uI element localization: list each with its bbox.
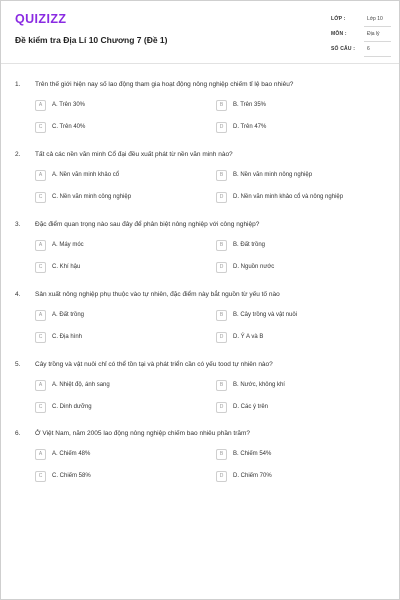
question-text: Sản xuất nông nghiệp phụ thuộc vào tự nhiên, đặc điểm này bắt nguồn từ yếu tố nào — [35, 291, 280, 298]
quizizz-logo: QUIZIZZ — [15, 12, 67, 26]
option-letter-box: C — [35, 471, 46, 482]
document-title: Đề kiểm tra Địa Lí 10 Chương 7 (Đề 1) — [15, 35, 168, 45]
option-text: A. Chiếm 48% — [52, 451, 91, 457]
option-text: D. Chiếm 70% — [233, 473, 272, 479]
question-2 — [1, 151, 400, 217]
option-letter-box: B — [216, 380, 227, 391]
option-letter-box: B — [216, 170, 227, 181]
option-text: A. Đất trồng — [52, 312, 85, 318]
question-number: 2. — [15, 151, 21, 158]
question-text: Ở Việt Nam, năm 2005 lao động nông nghiệp chiếm bao nhiêu phần trăm? — [35, 430, 251, 437]
option-letter-box: D — [216, 402, 227, 413]
option-text: C. Chiếm 58% — [52, 473, 91, 479]
option-letter-box: D — [216, 122, 227, 133]
meta-count-underline — [364, 56, 391, 57]
option-text: C. Trên 40% — [52, 124, 86, 130]
option-text: A. Máy móc — [52, 242, 84, 248]
meta-count-row — [331, 43, 391, 57]
option-letter-box: D — [216, 471, 227, 482]
option-letter-box: C — [35, 332, 46, 343]
meta-subject-underline — [364, 41, 391, 42]
option-text: D. Các ý trên — [233, 404, 269, 410]
meta-class-row — [331, 13, 391, 27]
meta-count-label: SỐ CÂU : — [331, 46, 356, 52]
option-letter-box: A — [35, 100, 46, 111]
question-number: 5. — [15, 361, 21, 368]
worksheet-header — [1, 1, 400, 63]
option-letter-box: B — [216, 449, 227, 460]
option-letter-box: C — [35, 192, 46, 203]
option-text: D. Nguồn nước — [233, 264, 275, 270]
option-text: C. Khí hậu — [52, 264, 81, 270]
option-letter-box: D — [216, 262, 227, 273]
question-number: 4. — [15, 291, 21, 298]
option-letter-box: A — [35, 310, 46, 321]
option-letter-box: C — [35, 262, 46, 273]
option-letter-box: D — [216, 332, 227, 343]
question-number: 6. — [15, 430, 21, 437]
meta-count-value: 6 — [367, 46, 370, 52]
option-letter-box: D — [216, 192, 227, 203]
question-5 — [1, 361, 400, 427]
question-3 — [1, 221, 400, 287]
option-text: B. Cây trồng và vật nuôi — [233, 312, 298, 318]
question-6 — [1, 430, 400, 496]
meta-class-underline — [364, 26, 391, 27]
option-letter-box: C — [35, 122, 46, 133]
question-text: Đặc điểm quan trọng nào sau đây để phân biệt nông nghiệp với công nghiệp? — [35, 221, 260, 228]
option-text: A. Nền văn minh khảo cổ — [52, 172, 120, 178]
option-text: B. Đất trồng — [233, 242, 266, 248]
option-letter-box: C — [35, 402, 46, 413]
question-number: 3. — [15, 221, 21, 228]
question-number: 1. — [15, 81, 21, 88]
option-letter-box: B — [216, 310, 227, 321]
meta-subject-row — [331, 28, 391, 42]
option-text: D. Nền văn minh khảo cổ và nông nghiệp — [233, 194, 344, 200]
option-text: A. Trên 30% — [52, 102, 86, 108]
option-letter-box: B — [216, 100, 227, 111]
option-letter-box: B — [216, 240, 227, 251]
option-text: D. Trên 47% — [233, 124, 267, 130]
question-text: Cây trồng và vật nuôi chỉ có thể tồn tại và phát triển cần có yếu tood tự nhiên nào? — [35, 361, 273, 368]
option-letter-box: A — [35, 449, 46, 460]
option-text: B. Nước, không khí — [233, 382, 285, 388]
question-text: Tất cả các nền văn minh Cổ đại đều xuất phát từ nền văn minh nào? — [35, 151, 233, 158]
option-letter-box: A — [35, 170, 46, 181]
option-text: C. Dinh dưỡng — [52, 404, 92, 410]
meta-subject-label: MÔN : — [331, 31, 347, 37]
option-text: B. Chiếm 54% — [233, 451, 272, 457]
option-text: B. Trên 35% — [233, 102, 267, 108]
question-text: Trên thế giới hiện nay số lao động tham gia hoạt động nông nghiệp chiếm tỉ lệ bao nhiêu? — [35, 81, 294, 88]
option-letter-box: A — [35, 240, 46, 251]
meta-class-label: LỚP : — [331, 16, 346, 22]
option-letter-box: A — [35, 380, 46, 391]
option-text: B. Nền văn minh nông nghiệp — [233, 172, 313, 178]
meta-subject-value: Địa lý — [367, 31, 380, 37]
option-text: D. Ý A và B — [233, 334, 264, 340]
question-4 — [1, 291, 400, 357]
question-1 — [1, 81, 400, 147]
option-text: A. Nhiệt độ, ánh sang — [52, 382, 110, 388]
option-text: C. Địa hình — [52, 334, 83, 340]
header-divider — [1, 63, 399, 64]
option-text: C. Nền văn minh công nghiệp — [52, 194, 132, 200]
meta-class-value: Lớp 10 — [367, 16, 383, 22]
